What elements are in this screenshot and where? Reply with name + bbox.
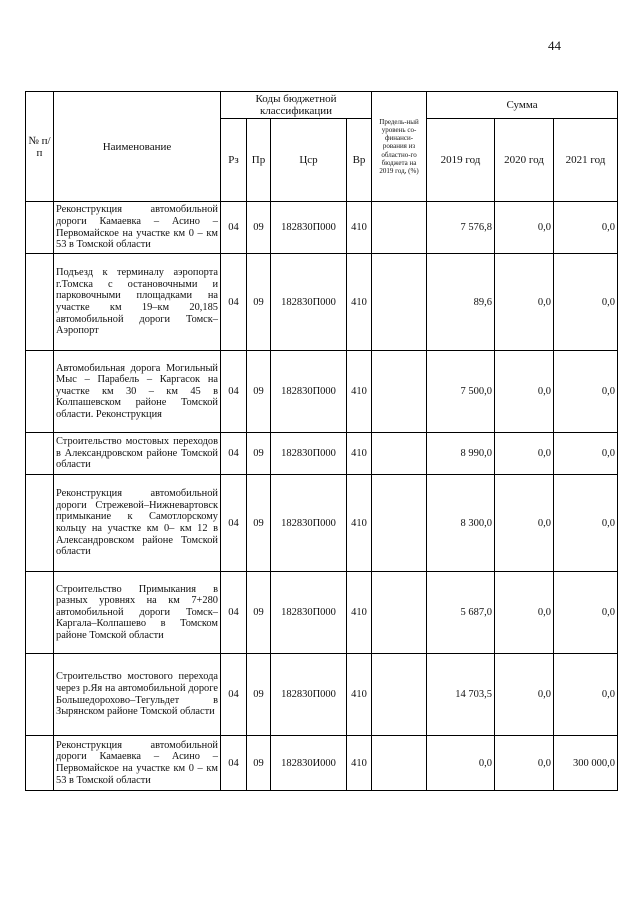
row-rz: 04 (221, 254, 247, 351)
table-row (26, 254, 618, 351)
header-num: № п/п (26, 92, 54, 202)
row-name: Строительство мостового перехода через р.Яя на автомобильной дороге Большедорохово–Тегульдет в Зырянском районе Томской области (54, 654, 221, 736)
row-csr: 182830П000 (271, 475, 347, 572)
header-budget-codes: Коды бюджетной классификации (221, 92, 372, 119)
row-name: Подъезд к терминалу аэропорта г.Томска с остановочными и парковочными площадками на участке км 19–км 20,185 автомобильной дороги Томск–Аэропорт (54, 254, 221, 351)
row-2019: 0,0 (427, 736, 495, 791)
row-csr: 182830П000 (271, 433, 347, 475)
table-row (26, 654, 618, 736)
row-rz: 04 (221, 351, 247, 433)
row-level (372, 351, 427, 433)
row-2020: 0,0 (495, 736, 554, 791)
row-csr: 182830П000 (271, 351, 347, 433)
row-vr: 410 (347, 736, 372, 791)
header-name: Наименование (54, 92, 221, 202)
header-csr: Цср (271, 119, 347, 202)
row-csr: 182830П000 (271, 654, 347, 736)
row-pr: 09 (247, 254, 271, 351)
row-rz: 04 (221, 736, 247, 791)
row-2020: 0,0 (495, 572, 554, 654)
header-2020: 2020 год (495, 119, 554, 202)
row-name: Автомобильная дорога Могильный Мыс – Парабель – Каргасок на участке км 30 – км 45 в Колпашевском районе Томской области. Реконструкция (54, 351, 221, 433)
row-pr: 09 (247, 202, 271, 254)
row-2019: 8 300,0 (427, 475, 495, 572)
row-2020: 0,0 (495, 351, 554, 433)
row-2019: 8 990,0 (427, 433, 495, 475)
row-level (372, 254, 427, 351)
table-row (26, 572, 618, 654)
row-2021: 0,0 (554, 433, 618, 475)
row-csr: 182830П000 (271, 202, 347, 254)
row-rz: 04 (221, 475, 247, 572)
header-level: Предель-ный уровень со-финанси-рования из областно-го бюджета на 2019 год, (%) (372, 92, 427, 202)
row-num (26, 572, 54, 654)
row-pr: 09 (247, 475, 271, 572)
page-number: 44 (548, 38, 561, 53)
row-2021: 0,0 (554, 254, 618, 351)
row-level (372, 202, 427, 254)
table-row (26, 433, 618, 475)
row-2019: 5 687,0 (427, 572, 495, 654)
row-2021: 0,0 (554, 351, 618, 433)
row-rz: 04 (221, 202, 247, 254)
row-name: Строительство Примыкания в разных уровнях на км 7+280 автомобильной дороги Томск–Каргала–Колпашево в Томском районе Томской области (54, 572, 221, 654)
header-pr: Пр (247, 119, 271, 202)
row-vr: 410 (347, 572, 372, 654)
row-num (26, 475, 54, 572)
row-num (26, 736, 54, 791)
row-2019: 7 500,0 (427, 351, 495, 433)
row-name: Реконструкция автомобильной дороги Камаевка – Асино – Первомайское на участке км 0 – км 53 в Томской области (54, 202, 221, 254)
row-csr: 182830П000 (271, 254, 347, 351)
row-2021: 0,0 (554, 475, 618, 572)
table-row (26, 736, 618, 791)
header-sum: Сумма (427, 92, 618, 119)
row-csr: 182830И000 (271, 736, 347, 791)
header-rz: Рз (221, 119, 247, 202)
budget-table (25, 91, 618, 791)
row-vr: 410 (347, 202, 372, 254)
row-num (26, 433, 54, 475)
row-num (26, 254, 54, 351)
row-2020: 0,0 (495, 433, 554, 475)
row-level (372, 475, 427, 572)
table-row (26, 475, 618, 572)
row-level (372, 572, 427, 654)
row-vr: 410 (347, 351, 372, 433)
row-rz: 04 (221, 433, 247, 475)
row-pr: 09 (247, 351, 271, 433)
row-2019: 89,6 (427, 254, 495, 351)
row-2020: 0,0 (495, 254, 554, 351)
row-2019: 7 576,8 (427, 202, 495, 254)
table-row (26, 202, 618, 254)
row-level (372, 654, 427, 736)
row-name: Реконструкция автомобильной дороги Стрежевой–Нижневартовск примыкание к Самотлорскому кольцу на участке км 0– км 12 в Александровском районе Томской области (54, 475, 221, 572)
row-pr: 09 (247, 736, 271, 791)
row-vr: 410 (347, 254, 372, 351)
row-vr: 410 (347, 433, 372, 475)
row-csr: 182830П000 (271, 572, 347, 654)
row-name: Строительство мостовых переходов в Александровском районе Томской области (54, 433, 221, 475)
row-num (26, 654, 54, 736)
row-level (372, 736, 427, 791)
header-2019: 2019 год (427, 119, 495, 202)
row-2019: 14 703,5 (427, 654, 495, 736)
row-2020: 0,0 (495, 654, 554, 736)
row-level (372, 433, 427, 475)
row-2021: 300 000,0 (554, 736, 618, 791)
row-2021: 0,0 (554, 654, 618, 736)
row-pr: 09 (247, 433, 271, 475)
row-rz: 04 (221, 654, 247, 736)
row-name: Реконструкция автомобильной дороги Камаевка – Асино – Первомайское на участке км 0 – км 53 в Томской области (54, 736, 221, 791)
row-vr: 410 (347, 475, 372, 572)
row-vr: 410 (347, 654, 372, 736)
table-row (26, 351, 618, 433)
row-2021: 0,0 (554, 572, 618, 654)
row-num (26, 351, 54, 433)
row-pr: 09 (247, 572, 271, 654)
row-2020: 0,0 (495, 202, 554, 254)
header-2021: 2021 год (554, 119, 618, 202)
row-2021: 0,0 (554, 202, 618, 254)
header-vr: Вр (347, 119, 372, 202)
row-num (26, 202, 54, 254)
row-2020: 0,0 (495, 475, 554, 572)
row-rz: 04 (221, 572, 247, 654)
row-pr: 09 (247, 654, 271, 736)
